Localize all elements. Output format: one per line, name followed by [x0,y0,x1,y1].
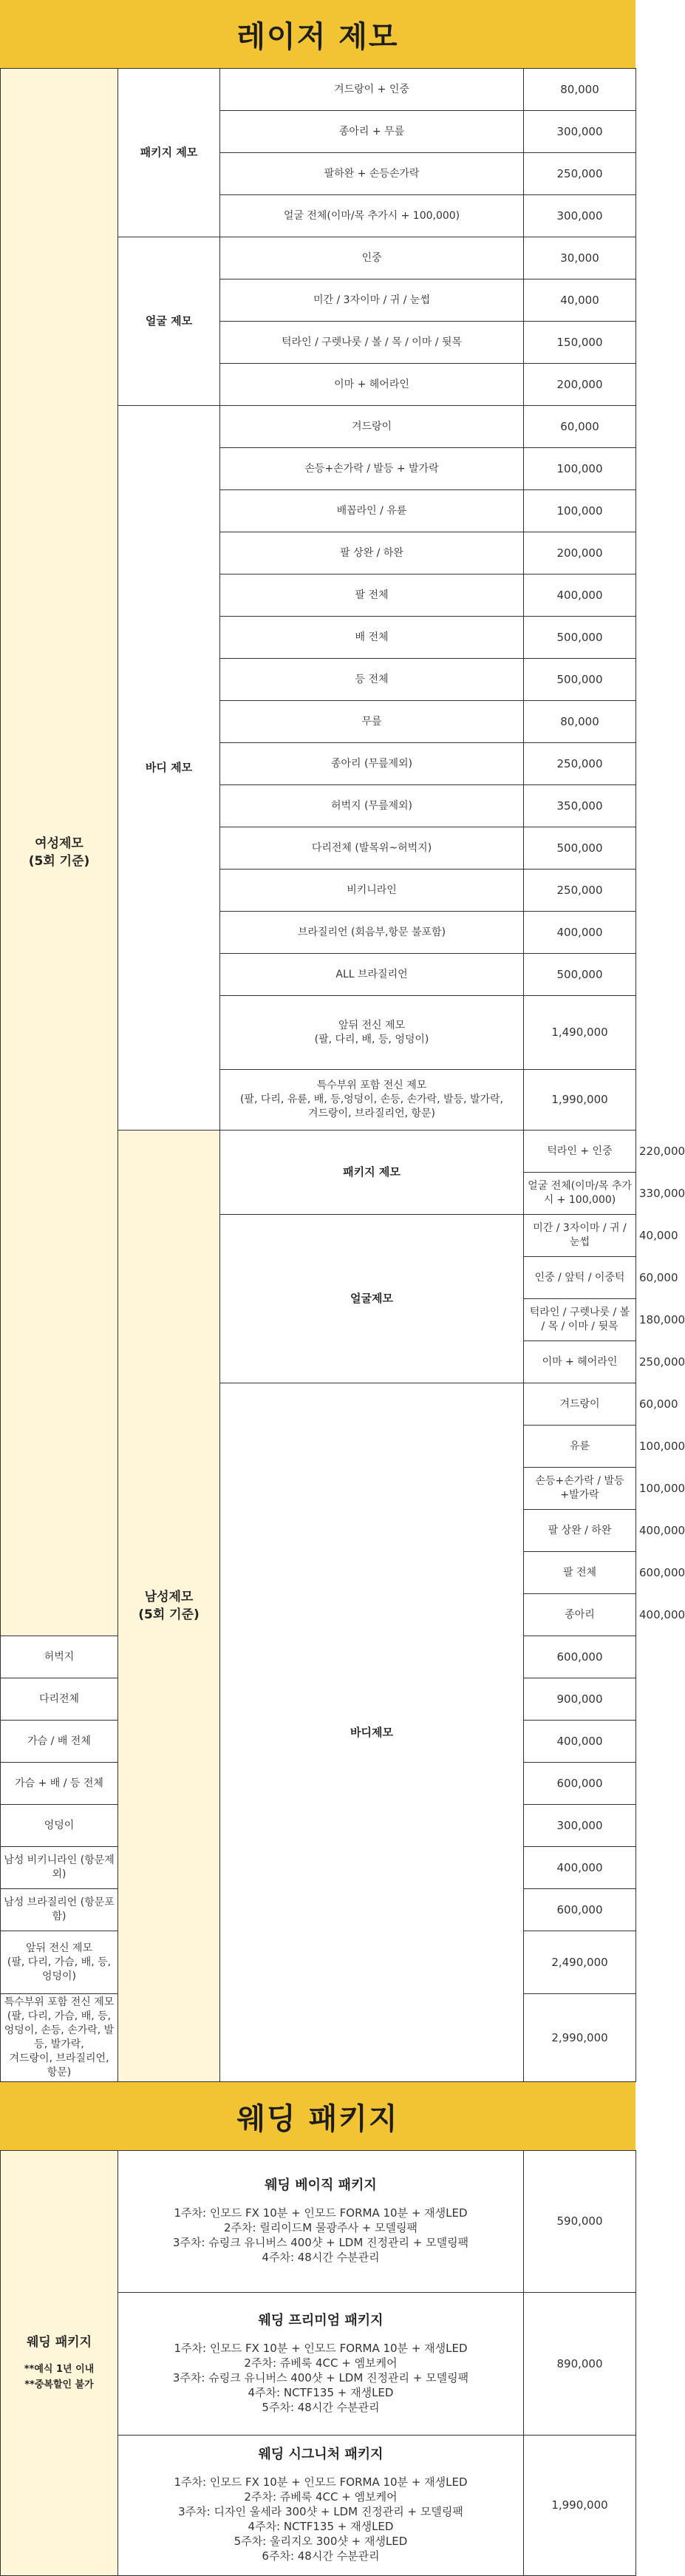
wedding-package-premium: 웨딩 프리미엄 패키지 1주차: 인모드 FX 10분 + 인모드 FORMA 10분 + 재생LED 2주차: 쥬베룩 4CC + 엠보케어 3주차: 슈링크 유니버스 400샷 + LDM 진정관리 + 모델링팩 4주차: NCTF135 + 재생LED 5주차: 48시간 수분관리 [118,2293,524,2436]
item-price: 80,000 [524,701,636,743]
item-name: 배 전체 [220,617,524,659]
female-package-label: 패키지 제모 [118,69,220,237]
male-body-label: 바디제모 [220,1383,524,2082]
male-category-label: 남성제모 (5회 기준) [118,1131,220,2082]
item-price: 1,990,000 [524,1070,636,1131]
item-name: 남성 브라질리언 (항문포함) [1,1889,118,1931]
table-row: 바디제모 겨드랑이 60,000 [1,1383,636,1426]
item-name: 팔 상완 / 하완 [524,1510,636,1552]
item-name: 엉덩이 [1,1805,118,1847]
item-name: 손등+손가락 / 발등 + 발가락 [220,448,524,490]
item-name: 턱라인 / 구렛나룻 / 볼 / 목 / 이마 / 뒷목 [220,322,524,364]
item-name: 얼굴 전체(이마/목 추가시 + 100,000) [524,1173,636,1215]
item-name: 비키니라인 [220,870,524,912]
item-price: 400,000 [524,1847,636,1889]
item-name: 가슴 + 배 / 등 전체 [1,1763,118,1805]
item-price: 400,000 [524,912,636,954]
item-name: 특수부위 포함 전신 제모 (팔, 다리, 유륜, 배, 등,엉덩이, 손등, 손가락, 발등, 발가락, 겨드랑이, 브라질리언, 항문) [220,1070,524,1131]
item-name: 다리전체 [1,1678,118,1721]
table-row: 이마 + 헤어라인 250,000 [1,1341,636,1383]
item-name: 종아리 [524,1594,636,1636]
item-name: 브라질리언 (회음부,항문 불포함) [220,912,524,954]
item-price: 200,000 [524,364,636,406]
item-name: 특수부위 포함 전신 제모 (팔, 다리, 가슴, 배, 등,엉덩이, 손등, 손가락, 발등, 발가락, 겨드랑이, 브라질리언, 항문) [1,1994,118,2082]
item-price: 250,000 [524,153,636,195]
male-package-label: 패키지 제모 [220,1131,524,1215]
item-name: 다리전체 (발목위~허벅지) [220,827,524,870]
item-name: 종아리 (무릎제외) [220,743,524,785]
item-price: 200,000 [524,532,636,574]
item-name: 종아리 + 무릎 [220,111,524,153]
table-row: 인중 / 앞턱 / 이중턱 60,000 [1,1257,636,1299]
item-name: 이마 + 헤어라인 [220,364,524,406]
item-price: 600,000 [524,1636,636,1678]
wedding-notes: **예식 1년 이내 **중복할인 불가 [24,2364,95,2390]
item-price: 80,000 [524,69,636,111]
item-price: 590,000 [524,2151,636,2293]
item-name: 남성 비키니라인 (항문제외) [1,1847,118,1889]
table-row: 얼굴제모 미간 / 3자이마 / 귀 / 눈썹 40,000 [1,1215,636,1257]
item-price: 100,000 [524,490,636,532]
item-price: 500,000 [524,659,636,701]
wedding-price-table [0,2150,636,2576]
item-name: 턱라인 + 인중 [524,1131,636,1173]
item-price: 2,490,000 [524,1931,636,1994]
item-price: 100,000 [524,448,636,490]
item-price: 600,000 [524,1763,636,1805]
item-name: 겨드랑이 [524,1383,636,1426]
item-price: 500,000 [524,617,636,659]
female-category-label: 여성제모 (5회 기준) [1,69,118,1636]
item-name: 얼굴 전체(이마/목 추가시 + 100,000) [220,195,524,237]
item-price: 300,000 [524,1805,636,1847]
item-name: 배꼽라인 / 유륜 [220,490,524,532]
item-price: 350,000 [524,785,636,827]
item-name: 손등+손가락 / 발등+발가락 [524,1468,636,1510]
wedding-package-basic: 웨딩 베이직 패키지 1주차: 인모드 FX 10분 + 인모드 FORMA 10분 + 재생LED 2주차: 릴리이드M 물광주사 + 모델링팩 3주차: 슈링크 유니버스 400샷 + LDM 진정관리 + 모델링팩 4주차: 48시간 수분관리 [118,2151,524,2293]
item-price: 250,000 [524,870,636,912]
item-name: 팔 전체 [524,1552,636,1594]
item-name: 팔 전체 [220,574,524,617]
item-name: ALL 브라질리언 [220,954,524,996]
item-price: 300,000 [524,195,636,237]
laser-price-table [0,68,685,2082]
table-row: 팔 상완 / 하완 400,000 [1,1510,636,1552]
item-price: 890,000 [524,2293,636,2436]
item-price: 500,000 [524,827,636,870]
item-price: 150,000 [524,322,636,364]
item-price: 1,490,000 [524,996,636,1070]
table-row: 남성제모 (5회 기준) 패키지 제모 턱라인 + 인중 220,000 [1,1131,636,1173]
wedding-section-title: 웨딩 패키지 [0,2082,635,2150]
item-name: 앞뒤 전신 제모 (팔, 다리, 배, 등, 엉덩이) [220,996,524,1070]
item-name: 겨드랑이 [220,406,524,448]
item-price: 40,000 [524,279,636,322]
item-price: 400,000 [524,574,636,617]
laser-section-title: 레이저 제모 [0,0,635,68]
item-name: 미간 / 3자이마 / 귀 / 눈썹 [524,1215,636,1257]
table-row [1,2151,636,2293]
item-price: 2,990,000 [524,1994,636,2082]
wedding-category-label: 웨딩 패키지 **예식 1년 이내 **중복할인 불가 [1,2151,118,2576]
item-name: 미간 / 3자이마 / 귀 / 눈썹 [220,279,524,322]
table-row: 팔 전체 600,000 [1,1552,636,1594]
male-face-label: 얼굴제모 [220,1215,524,1383]
table-row: 턱라인 / 구렛나룻 / 볼 / 목 / 이마 / 뒷목 180,000 [1,1299,636,1341]
table-row: 얼굴 전체(이마/목 추가시 + 100,000) 330,000 [1,1173,636,1215]
table-row [1,69,636,111]
item-name: 팔하완 + 손등손가락 [220,153,524,195]
wedding-package-signature: 웨딩 시그니처 패키지 1주차: 인모드 FX 10분 + 인모드 FORMA 10분 + 재생LED 2주차: 쥬베룩 4CC + 엠보케어 3주차: 디자인 울세라 300샷 + LDM 진정관리 + 모델링팩 4주차: NCTF135 + 재생LED 5주차: 울리지오 300샷 + 재생LED 6주차: 48시간 수분관리 [118,2436,524,2576]
item-name: 등 전체 [220,659,524,701]
item-price: 30,000 [524,237,636,279]
item-price: 500,000 [524,954,636,996]
item-price: 400,000 [524,1721,636,1763]
item-name: 무릎 [220,701,524,743]
item-name: 가슴 / 배 전체 [1,1721,118,1763]
item-name: 유륜 [524,1426,636,1468]
item-name: 턱라인 / 구렛나룻 / 볼 / 목 / 이마 / 뒷목 [524,1299,636,1341]
table-row: 손등+손가락 / 발등+발가락 100,000 [1,1468,636,1510]
item-name: 허벅지 [1,1636,118,1678]
item-name: 이마 + 헤어라인 [524,1341,636,1383]
item-name: 앞뒤 전신 제모 (팔, 다리, 가슴, 배, 등,엉덩이) [1,1931,118,1994]
item-price: 250,000 [524,743,636,785]
item-price: 600,000 [524,1889,636,1931]
item-price: 300,000 [524,111,636,153]
item-name: 허벅지 (무릎제외) [220,785,524,827]
table-row: 유륜 100,000 [1,1426,636,1468]
item-name: 인중 [220,237,524,279]
female-face-label: 얼굴 제모 [118,237,220,406]
item-name: 인중 / 앞턱 / 이중턱 [524,1257,636,1299]
item-price: 60,000 [524,406,636,448]
item-price: 1,990,000 [524,2436,636,2576]
item-name: 겨드랑이 + 인중 [220,69,524,111]
item-name: 팔 상완 / 하완 [220,532,524,574]
female-body-label: 바디 제모 [118,406,220,1131]
item-price: 900,000 [524,1678,636,1721]
table-row: 종아리 400,000 [1,1594,636,1636]
